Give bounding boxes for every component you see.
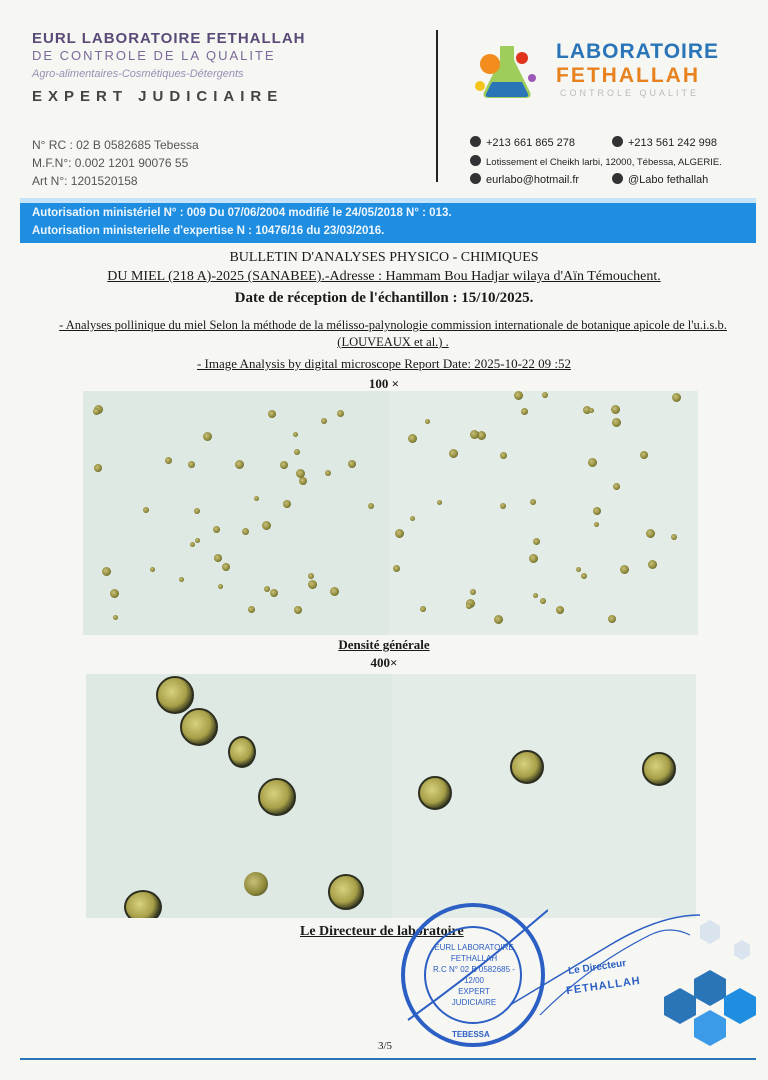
pollen-grain [242,528,249,535]
pollen-grain [195,538,200,543]
magnification-100: 100 × [368,376,400,391]
pollen-grain [612,418,621,427]
lab-subtitle: DE CONTROLE DE LA QUALITE [32,48,276,63]
pollen-grain [542,392,548,398]
lab-expert-title: EXPERT JUDICIAIRE [32,88,284,105]
micrograph-100x-right [389,391,698,635]
pollen-grain [449,449,458,458]
pollen-grain [348,460,356,468]
pollen-grain [640,451,648,459]
pollen-grain [648,560,657,569]
pollen-grain [188,461,195,468]
phone-2: +213 561 242 998 [612,136,717,149]
signature-line-2: FETHALLAH [565,974,642,998]
pollen-grain [594,522,599,527]
logo-tagline: CONTROLE QUALITE [560,88,700,98]
pollen-grain [368,503,374,509]
email-icon [470,173,481,184]
pollen-grain [576,567,581,572]
stamp-center-text: EURL LABORATOIRE FETHALLAH R.C N° 02 B 0582685 - 12/00 EXPERT JUDICIAIRE [433,943,515,1007]
pollen-grain [325,470,331,476]
pollen-grain [494,615,503,624]
logo-title-line1: LABORATOIRE [556,40,720,63]
pollen-grain [270,589,278,597]
logo-title-line2: FETHALLAH [556,64,700,87]
pollen-grain [530,499,536,505]
pollen-grain [308,580,317,589]
pollen-grain [293,432,298,437]
pollen-grain [222,563,230,571]
email: eurlabo@hotmail.fr [470,173,579,186]
pollen-grain [581,573,587,579]
magnification-400: 400× [370,655,398,670]
page-number: 3/5 [378,1040,393,1052]
pollen-grain [393,565,400,572]
pollen-grain [337,410,344,417]
facebook: @Labo fethallah [612,173,708,186]
pollen-grain [248,606,255,613]
whatsapp-icon [612,136,623,147]
pollen-grain [556,606,564,614]
pollen-grain [280,461,288,469]
pollen-grain [613,483,620,490]
pollen-grain [620,565,629,574]
pollen-grain [425,419,430,424]
pollen-grain [420,606,426,612]
pollen-grain [213,526,220,533]
pollen-grain [296,469,305,478]
pollen-grain [143,507,149,513]
pollen-grain [150,567,155,572]
density-label: Densité générale [338,637,430,652]
flask-logo-icon [470,38,542,104]
pollen-grain [179,577,184,582]
lab-name: EURL LABORATOIRE FETHALLAH [32,30,306,47]
pollen-grain [93,408,100,415]
pollen-grain [500,452,507,459]
header-divider [436,30,438,182]
rc-number: N° RC : 02 B 0582685 Tebessa [32,138,199,152]
pollen-grain [470,589,476,595]
micrograph-400x-left [86,674,392,918]
location-icon [470,155,481,166]
pollen-grain [110,589,119,598]
signature-line-1: Le Directeur [567,957,627,978]
product-line: DU MIEL (218 A)-2025 (SANABEE).-Adresse : Hammam Bou Hadjar wilaya d'Aïn Témouchent. [107,269,661,284]
pollen-grain [194,508,200,514]
pollen-grain [533,538,540,545]
pollen-grain [589,408,594,413]
pollen-grain [308,573,314,579]
pollen-grain [94,464,102,472]
address: Lotissement el Cheikh larbi, 12000, Tébessa, ALGERIE. [470,155,722,168]
image-analysis-line: - Image Analysis by digital microscope Report Date: 2025-10-22 09 :52 [196,356,572,371]
pollen-grain [264,586,270,592]
reception-date: Date de réception de l'échantillon : 15/10/2025. [234,290,534,306]
pollen-grain [437,500,442,505]
pollen-grain [165,457,172,464]
art-number: Art N°: 1201520158 [32,174,138,188]
pollen-grain [218,584,223,589]
pollen-grain [235,460,244,469]
pollen-grain [671,534,677,540]
pollen-grain [608,615,616,623]
pollen-grain [588,458,597,467]
director-label: Le Directeur de laboratoire [300,924,464,939]
pollen-grain [470,430,479,439]
pollen-grain [540,598,546,604]
pollen-grain [408,434,417,443]
pollen-grain [321,418,327,424]
pollen-grain [294,606,302,614]
pollen-grain [294,449,300,455]
pollen-grain [268,410,276,418]
micrograph-100x-left [83,391,389,635]
pollen-grain [395,529,404,538]
authorization-line-2: Autorisation ministerielle d'expertise N : 10476/16 du 23/03/2016. [32,225,385,237]
pollen-grain [299,477,307,485]
report-title: BULLETIN D'ANALYSES PHYSICO - CHIMIQUES [229,250,539,265]
pollen-grain [611,405,620,414]
pollen-grain [262,521,271,530]
pollen-grain [514,391,523,400]
pollen-grain [593,507,601,515]
pollen-grain [113,615,118,620]
pollen-grain [283,500,291,508]
pollen-grain [672,393,681,402]
pollen-grain [533,593,538,598]
pollen-grain [214,554,222,562]
mf-number: M.F.N°: 0.002 1201 90076 55 [32,156,189,170]
pollen-grain [330,587,339,596]
phone-1: +213 661 865 278 [470,136,575,149]
pollen-grain [254,496,259,501]
pollen-grain [203,432,212,441]
facebook-icon [612,173,623,184]
phone-icon [470,136,481,147]
footer-line [20,1058,756,1060]
pollen-grain [500,503,506,509]
pollen-grain [102,567,111,576]
analysis-method: - Analyses pollinique du miel Selon la méthode de la mélisso-palynologie commission internationale de botanique apicole de l'u.i.s.b. (LOUVEAUX et al.) . [59,318,727,349]
pollen-grain [410,516,415,521]
pollen-grain [529,554,538,563]
lab-domains: Agro-alimentaires-Cosmétiques-Détergents [32,68,244,80]
pollen-grain [646,529,655,538]
hexagon-decoration [660,860,760,1060]
stamp-bottom-text: TEBESSA [452,1030,490,1039]
micrograph-400x-right [392,674,696,918]
pollen-grain [466,603,472,609]
pollen-grain [190,542,195,547]
authorization-line-1: Autorisation ministériel N° : 009 Du 07/06/2004 modifié le 24/05/2018 N° : 013. [32,207,452,219]
pollen-grain [521,408,528,415]
